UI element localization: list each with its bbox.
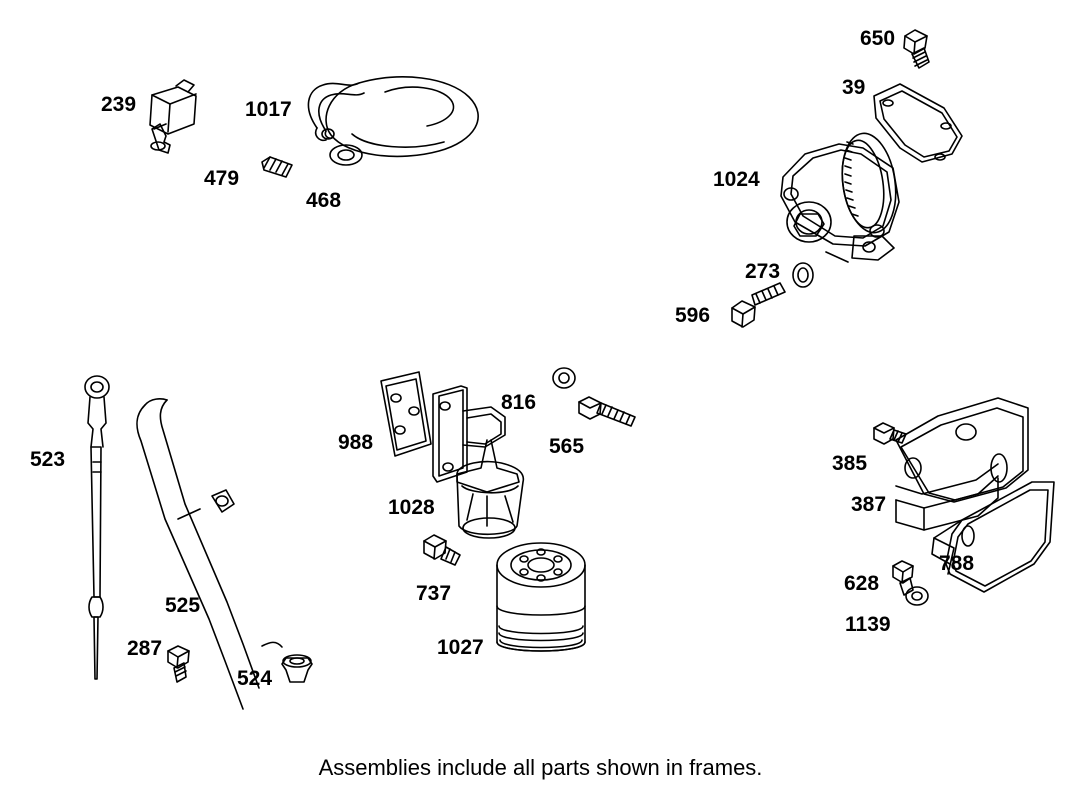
callout-650: 650 — [860, 27, 896, 50]
part-oil-cover — [308, 77, 478, 157]
callout-1027: 1027 — [437, 636, 484, 659]
part-oil-pump-1024 — [781, 130, 902, 262]
part-washer-816 — [553, 368, 575, 388]
part-o-ring-468 — [330, 145, 362, 165]
callout-525: 525 — [165, 594, 201, 617]
callout-39: 39 — [842, 76, 866, 99]
callout-523: 523 — [30, 448, 66, 471]
callout-788: 788 — [939, 552, 975, 575]
part-oil-filter-1027 — [497, 543, 585, 651]
callout-387: 387 — [851, 493, 887, 516]
part-screw-287 — [168, 646, 189, 682]
callout-1028: 1028 — [388, 496, 435, 519]
part-screw-479 — [262, 157, 292, 177]
callout-596: 596 — [675, 304, 711, 327]
callout-524: 524 — [237, 667, 273, 690]
callout-1024: 1024 — [713, 168, 760, 191]
part-oil-pressure-switch — [150, 80, 196, 153]
part-o-ring-273 — [793, 263, 813, 287]
callout-1017: 1017 — [245, 98, 292, 121]
callout-565: 565 — [549, 435, 585, 458]
callout-287: 287 — [127, 637, 163, 660]
part-washer-1139 — [906, 587, 928, 605]
part-bolt-628 — [893, 561, 913, 595]
part-bolt-737 — [424, 535, 460, 565]
part-dipstick-523 — [85, 376, 109, 679]
part-dipstick-tube-525 — [137, 399, 282, 709]
part-oil-cooler-bracket-387 — [896, 398, 1028, 530]
part-bolt-650 — [904, 30, 929, 68]
part-bolt-596 — [732, 283, 785, 327]
callout-737: 737 — [416, 582, 452, 605]
callout-385: 385 — [832, 452, 868, 475]
part-grommet-524 — [282, 655, 312, 682]
callout-1139: 1139 — [845, 613, 891, 636]
callout-628: 628 — [844, 572, 880, 595]
callout-273: 273 — [745, 260, 781, 283]
part-shield-788 — [932, 482, 1054, 592]
callout-239: 239 — [101, 93, 137, 116]
part-cover-plate-39 — [874, 84, 962, 162]
callout-988: 988 — [338, 431, 374, 454]
callout-479: 479 — [204, 167, 240, 190]
part-bolt-385 — [874, 423, 906, 444]
callout-816: 816 — [501, 391, 537, 414]
part-stud-bolt-565 — [579, 397, 635, 426]
part-gasket-988 — [381, 372, 431, 456]
callout-468: 468 — [306, 189, 342, 212]
footer-note: Assemblies include all parts shown in frames. — [318, 755, 763, 780]
